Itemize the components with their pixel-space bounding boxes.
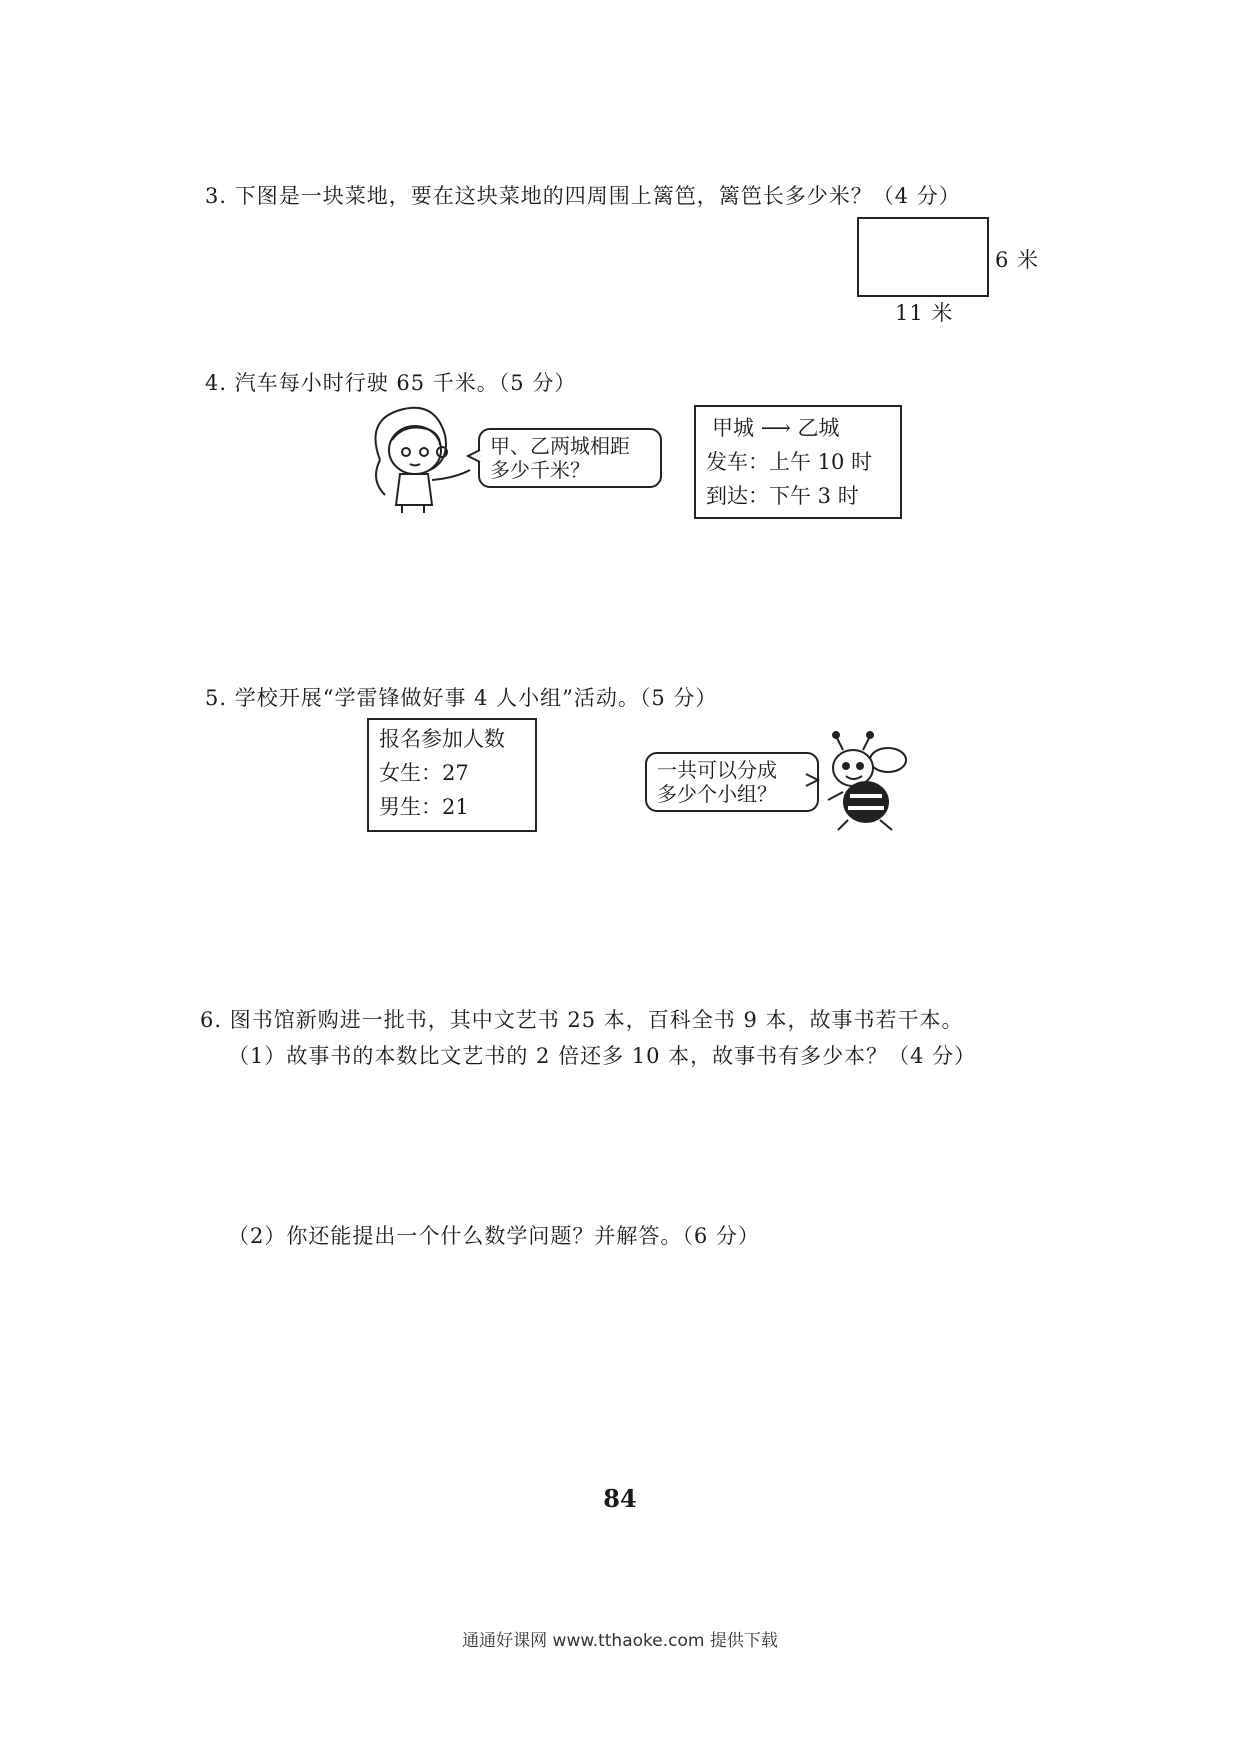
travel-info-box	[694, 405, 902, 519]
question-4-text: 4. 汽车每小时行驶 65 千米。（5 分）	[205, 371, 577, 395]
plot-width-label: 11 米	[895, 301, 954, 325]
bubble-pointer	[466, 448, 482, 464]
bubble-line-2: 多少千米？	[490, 458, 590, 482]
bee-cartoon-illustration	[818, 730, 918, 835]
arrive-time: 到达：下午 3 时	[706, 484, 859, 508]
question-5-speech-bubble	[645, 752, 819, 812]
page-number: 84	[603, 1484, 637, 1513]
vegetable-plot-rectangle	[857, 217, 989, 297]
depart-time: 发车：上午 10 时	[706, 450, 873, 474]
question-6-text: 6. 图书馆新购进一批书，其中文艺书 25 本，百科全书 9 本，故事书若干本。	[200, 1008, 964, 1032]
bubble-line-1: 甲、乙两城相距	[490, 434, 630, 458]
girls-count: 女生：27	[379, 761, 469, 785]
boys-count: 男生：21	[379, 795, 469, 819]
to-city: 乙城	[797, 416, 840, 440]
bubble-line-2: 多少个小组？	[657, 782, 777, 806]
bubble-line-1: 一共可以分成	[657, 758, 777, 782]
question-3-text: 3. 下图是一块菜地，要在这块菜地的四周围上篱笆，篱笆长多少米？（4 分）	[205, 184, 961, 208]
question-4-speech-bubble	[478, 428, 662, 488]
question-6-part-2: （2）你还能提出一个什么数学问题？并解答。（6 分）	[228, 1224, 760, 1248]
plot-height-label: 6 米	[995, 248, 1040, 272]
from-city: 甲城	[712, 416, 754, 440]
footer-credit: 通通好课网 www.tthaoke.com 提供下载	[462, 1631, 778, 1651]
question-6-part-1: （1）故事书的本数比文艺书的 2 倍还多 10 本，故事书有多少本？（4 分）	[228, 1044, 977, 1068]
signup-title: 报名参加人数	[379, 727, 505, 751]
arrow-right-icon: ⟶	[760, 416, 791, 440]
signup-count-box	[367, 718, 537, 832]
question-5-text: 5. 学校开展“学雷锋做好事 4 人小组”活动。（5 分）	[205, 686, 718, 710]
